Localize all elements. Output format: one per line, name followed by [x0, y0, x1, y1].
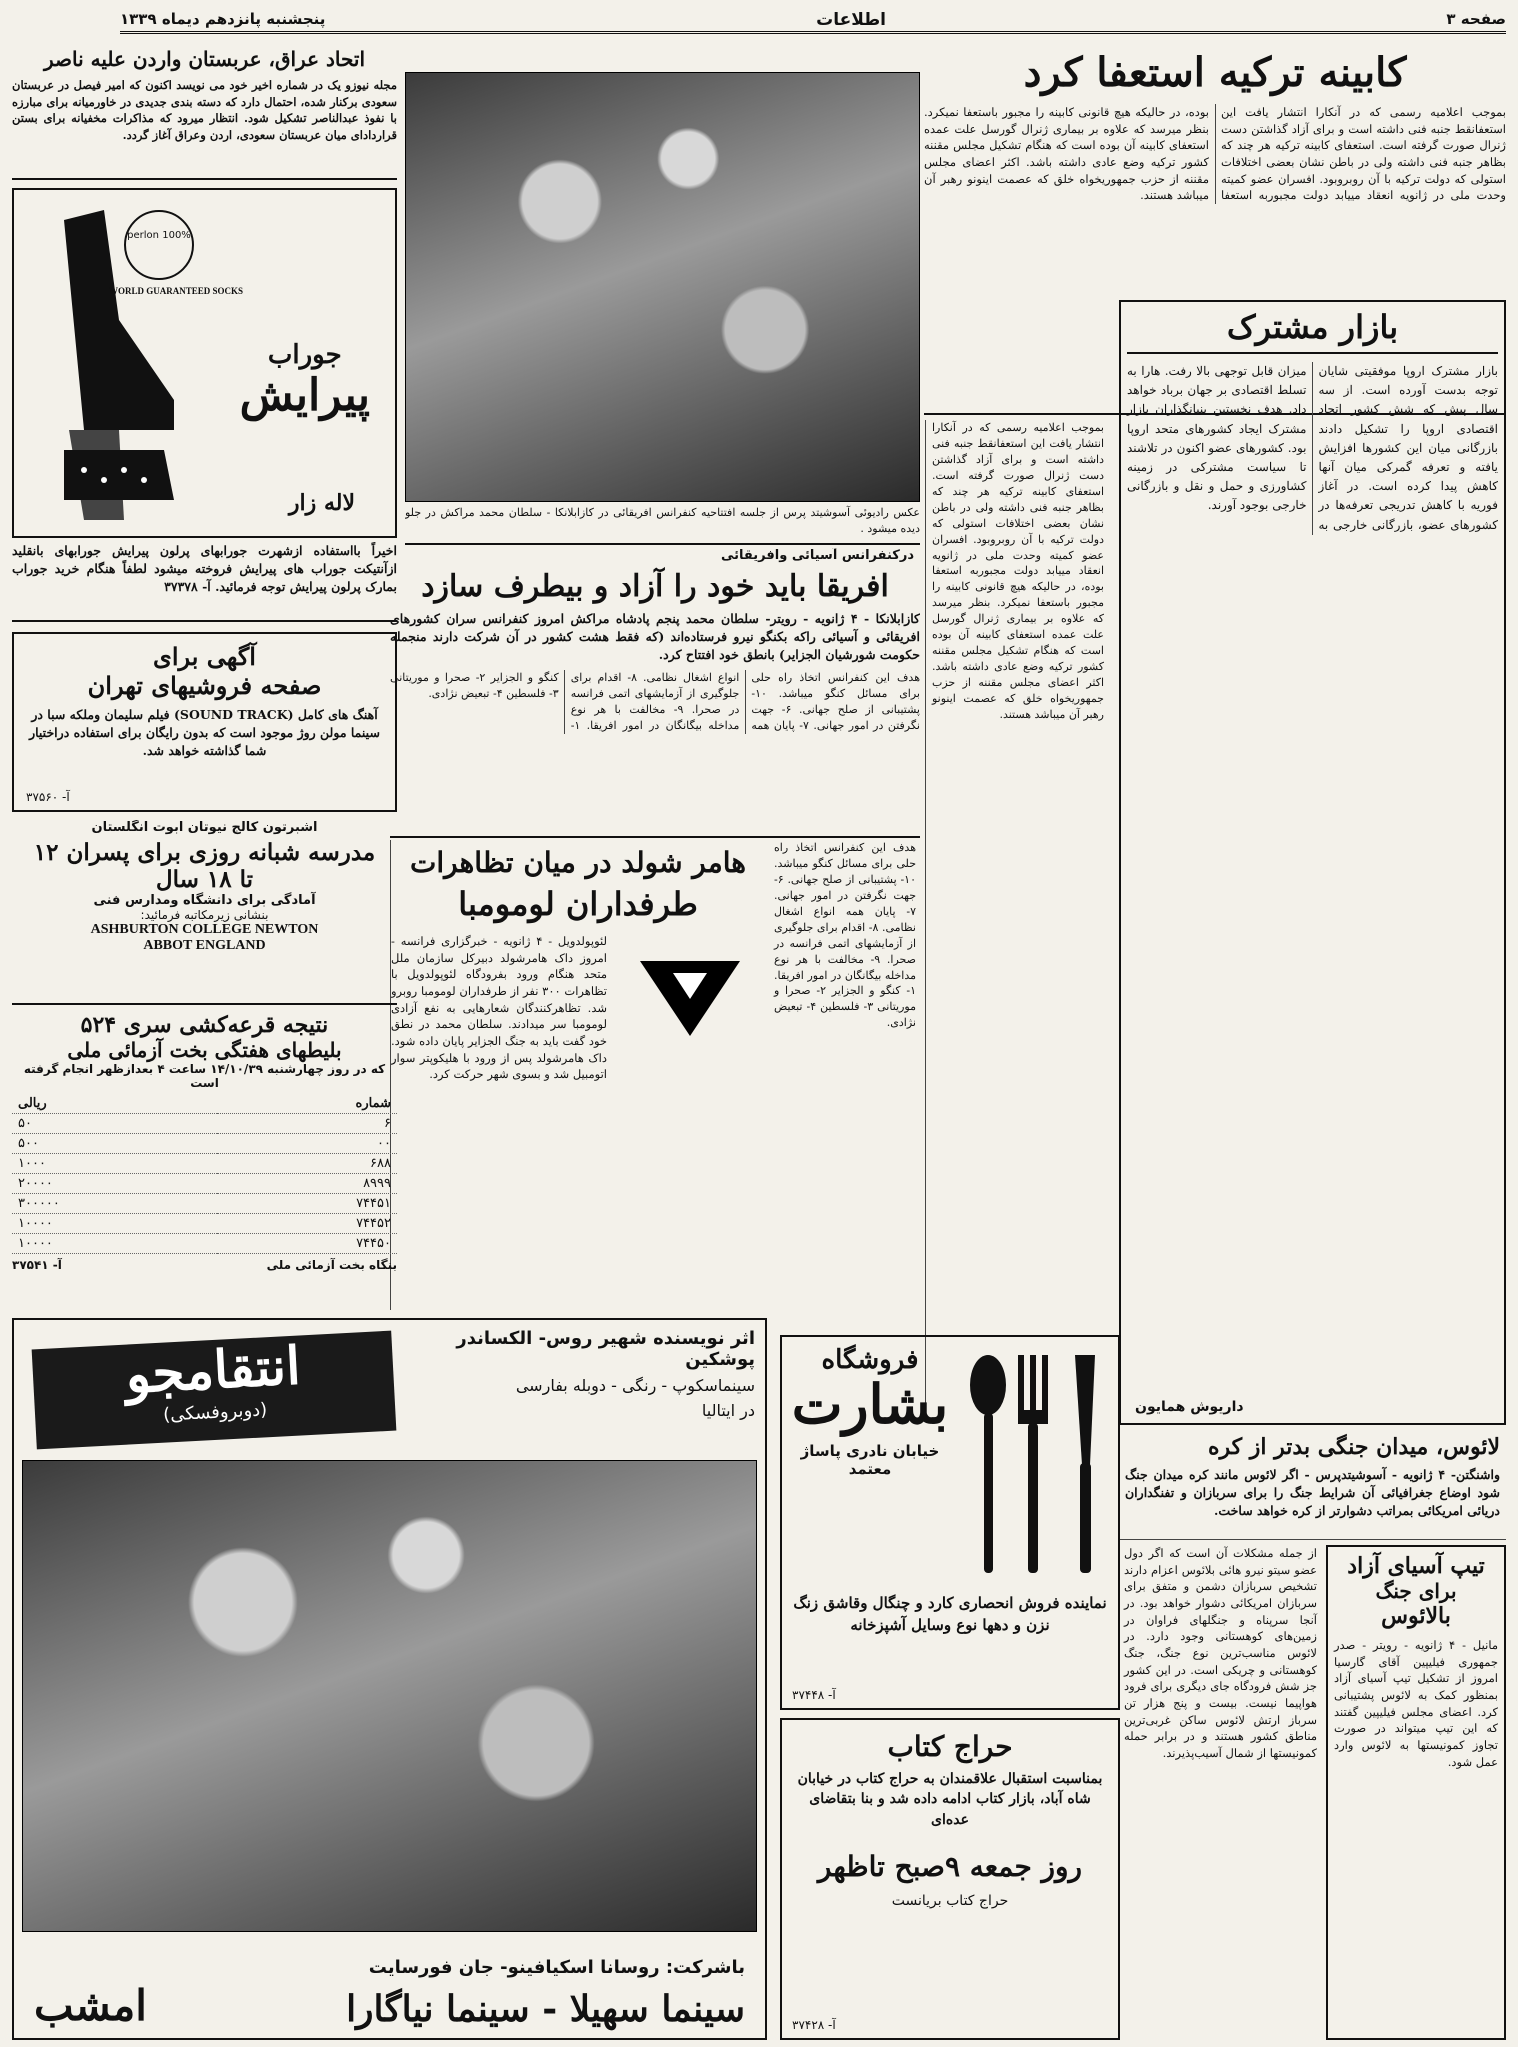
film-subtitle: (دوبروفسکی): [162, 1399, 268, 1427]
school-en-2: ABBOT ENGLAND: [143, 938, 266, 953]
shop-address: خیابان نادری پاساژ معتمد: [800, 1442, 940, 1479]
agahi-code: آ- ۳۷۵۶۰: [26, 790, 70, 804]
socks-notice: [12, 542, 397, 622]
socks-text: اخیراً بااستفاده ازشهرت جورابهای پرلون پیرایش جورابهای بانقلید ازآنتیکت جوراب های پیرایش فروخته میشود لطفاً هنگام خرید جوراب بمارک پرلون پیرایش توجه فرمائید. آ- ۳۷۳۷۸: [12, 543, 397, 595]
conference-photo: [405, 72, 920, 502]
lottery-number: ۶: [217, 1114, 397, 1134]
school-headline-1: مدرسه شبانه روزی برای پسران ۱۲: [33, 839, 376, 866]
cutlery-icon: [960, 1345, 1110, 1585]
shop-title-1: فروشگاه: [821, 1345, 919, 1375]
lottery-prize: ۱۰۰۰۰: [12, 1234, 217, 1254]
perlon-badge: 100% perlon: [124, 210, 194, 280]
cabinet-headline: کابینه ترکیه استعفا کرد: [1023, 49, 1407, 96]
lottery-col-prize: ریالی: [12, 1094, 217, 1114]
shop-slogan: نماینده فروش انحصاری کارد و چنگال وقاشق زنگ نزن و دهها نوع وسایل آشپزخانه: [793, 1594, 1107, 1634]
table-row: [12, 1234, 397, 1254]
tip-headline-3: بالائوس: [1381, 1603, 1451, 1629]
tip-headline-2: برای جنگ: [1375, 1579, 1457, 1603]
cabinet-body: بموجب اعلامیه رسمی که در آنکارا انتشار یافت این استعفانقط جنبه فنی داشته است و برای آزاد گذاشتن دست ژنرال صورت گرفته است. استعفای کابینه ترکیه هر چند که بظاهر جنبه فنی داشته ولی در باطن نشان بعضی اختلافات استولی که دولت ترکیه با آن روبروبود. افسران عضو کمیته وحدت ملی در ژانویه انعقاد مییابد دولت مجبوربه استعفا بوده، در حالیکه هیچ قانونی کابینه را مجبور باستعفا نمیکرد. بنظر میرسد که علاوه بر بیماری ژنرال گورسل علت عمده استعفای کابینه آن بوده است که هنگام تشکیل مجلس مقننه کشور ترکیه وضع عادی داشته باشد. اکثر اعضای مجلس مقننه از حزب جمهوریخواه خلق که عصمت اینونو رهبر آن میباشد هستند.: [924, 105, 1506, 203]
lottery-headline: نتیجه قرعه‌کشی سری ۵۲۴: [80, 1012, 329, 1038]
hammar-headline-1: هامر شولد در میان تظاهرات: [409, 846, 747, 879]
lottery-prize: ۱۰۰۰: [12, 1154, 217, 1174]
film-ad: [12, 1318, 767, 2040]
school-headline-2: تا ۱۸ سال: [155, 866, 254, 893]
book-date: روز جمعه ۹صبح تاظهر: [817, 1849, 1083, 1883]
tip-article: [1326, 1545, 1506, 2040]
socks-tag: WORLD GUARANTEED SOCKS: [109, 286, 244, 296]
book-code: آ- ۳۷۴۲۸: [792, 2018, 836, 2032]
socks-title-1: جوراب: [267, 340, 342, 370]
masthead: [120, 8, 1506, 34]
lottery-number: ۸۹۹۹: [217, 1174, 397, 1194]
tip-headline-1: تیپ آسیای آزاد: [1347, 1553, 1485, 1579]
lottery-prize: ۵۰۰: [12, 1134, 217, 1154]
lottery-code: آ- ۳۷۵۴۱: [12, 1258, 62, 1272]
agahi-title-2: صفحه فروشیهای تهران: [87, 671, 322, 700]
lottery-number: ۷۴۴۵۲: [217, 1214, 397, 1234]
africa-article: [390, 548, 920, 838]
africa-body: هدف این کنفرانس اتخاذ راه حلی برای مسائل کنگو میباشد. ۱۰- پشتیبانی از صلح جهانی. ۶- جهت نگرفتن در امور جهانی. ۷- پایان همه انواع اشغال نظامی. ۸- اقدام برای جلوگیری از آزمایشهای اتمی فرانسه در صحرا. ۹- مخالفت با هر نوع مداخله بیگانگان در امور افریقا. ۱- کنگو و الجزایر ۲- صحرا و موریتانی ۳- فلسطین ۴- تبعیض نژادی.: [390, 671, 920, 733]
lottery-prize: ۵۰: [12, 1114, 217, 1134]
tip-body: مانیل - ۴ ژانویه - رویتر - صدر جمهوری فیلیپین آقای گارسیا امروز از تشکیل تیپ آسیای آزاد بمنظور کمک به لائوس پشتیبانی کرد. اعضای مجلس فیلیپین گفتند که این تیپ میتواند در صورت تجاوز کمونیستها به لائوس وارد عمل شود.: [1334, 1638, 1498, 1769]
hammar-article: [390, 840, 765, 1310]
hammar-body: لئوپولدویل - ۴ ژانویه - خبرگزاری فرانسه - امروز داک هامرشولد دبیرکل سازمان ملل متحد هنگام ورود بفرودگاه لئوپولدویل با تظاهرات ۳۰۰ نفر از طرفداران لومومبا روبرو شد. تظاهرکنندگان شعارهایی به نفع آزادی لومومبا سر میدادند. سلطان محمد در نطق خود گفت باید به جنگ الجزایر پایان داده شود. داک هامرشولد پس از ورود با هلیکوپتر سوار اتومبیل شد و بسوی شهر حرکت کرد.: [391, 934, 607, 1082]
lottery-prize: ۱۰۰۰۰: [12, 1214, 217, 1234]
cabinet-continuation: [925, 420, 1110, 1420]
triangle-icon: [615, 933, 765, 1063]
photo-caption-box: [405, 505, 920, 545]
africa-lede: کازابلانکا - ۴ ژانویه - رویتر- سلطان محمد پنجم پادشاه مراکش امروز کنفرانس سران کشورهای افریقائی و آسیائی راکه بکنگو نیرو فرستاده‌اند (که فقط هشت کشور در آن شرکت دارند منجمله حکومت شورشیان الجزایر) بانطق خود افتتاح کرد.: [390, 611, 920, 663]
laos-lede: واشنگتن- ۴ ژانویه - آسوشیتدپرس - اگر لائوس مانند کره میدان جنگ شود اوضاع جغرافیائی آن شرایط جنگ را برای سربازان و تفنگداران دریائی امریکائی بمراتب دشوارتر از کره خواهد ساخت.: [1125, 1467, 1500, 1519]
film-still: [22, 1460, 757, 1932]
table-row: [12, 1194, 397, 1214]
date-line: پنجشنبه پانزدهم دیماه ۱۳۳۹: [120, 10, 326, 28]
lottery-number: ۷۴۴۵۱: [217, 1194, 397, 1214]
iraq-article: [12, 45, 397, 180]
laos-article: [1119, 1430, 1506, 1540]
lottery-table: [12, 1094, 397, 1254]
agahi-title-1: آگهی برای: [153, 642, 256, 671]
table-row: [12, 1134, 397, 1154]
agahi-body: آهنگ های کامل (SOUND TRACK) فیلم سلیمان وملکه سبا در سینما مولن روژ موجود است که بدون رایگان برای استفاده دراختیار شما گذاشته خواهد شد.: [29, 707, 380, 759]
table-row: [12, 1214, 397, 1234]
lottery-prize: ۳۰۰۰۰۰: [12, 1194, 217, 1214]
market-byline: داریوش همایون: [1135, 1399, 1244, 1415]
socks-brand: لاله زار: [288, 490, 355, 516]
school-top: اشبرتون کالج نیوتان ابوت انگلستان: [91, 820, 318, 835]
lottery-prize: ۲۰۰۰۰: [12, 1174, 217, 1194]
film-cinemas: سینما سهیلا - سینما نیاگارا: [346, 1988, 745, 2030]
iraq-headline: اتحاد عراق، عربستان واردن علیه ناصر: [44, 47, 365, 71]
school-sub: آمادگی برای دانشگاه ومدارس فنی: [93, 893, 316, 908]
book-sign: حراج کتاب بریانست: [891, 1892, 1009, 1909]
book-title: حراج کتاب: [887, 1730, 1013, 1763]
lottery-col-number: شماره: [217, 1094, 397, 1114]
lottery-header-row: [12, 1094, 397, 1114]
page-label: صفحه ۳: [1446, 10, 1506, 28]
socks-ad: [12, 188, 397, 538]
africa-continuation: [770, 840, 920, 1310]
lottery-date: که در روز چهارشنبه ۱۴/۱۰/۳۹ ساعت ۴ بعدازظهر انجام گرفته است: [23, 1062, 386, 1090]
socks-title-block: [240, 340, 370, 421]
film-author: اثر نویسنده شهیر روس- الکساندر پوشکین: [456, 1328, 755, 1370]
shop-code: آ- ۳۷۴۴۸: [792, 1688, 836, 1702]
agahi-ad: [12, 632, 397, 812]
shop-ad: [780, 1335, 1120, 1710]
school-contact: بنشانی زیرمکاتبه فرمائید:: [140, 908, 269, 922]
school-ad: [12, 820, 397, 1005]
film-tonight: امشب: [34, 1981, 147, 2030]
table-row: [12, 1154, 397, 1174]
africa-kicker: درکنفرانس آسیائی وافریقائی: [721, 548, 914, 563]
laos-headline: لائوس، میدان جنگی بدتر از کره: [1207, 1434, 1500, 1460]
market-body: بازار مشترک اروپا موفقیتی شایان توجه بدست آورده است. از سه سال پیش که شش کشور اتحاد اقتصادی اروپا را تشکیل دادند بازرگانی میان این کشورها افزایش یافته و تعرفه گمرکی میان آنها کاهش پیدا کرده است. در آغاز فوریه با کاهش تدریجی تعرفه‌ها در کشورهای عضو، بازرگانی خارجی به میزان قابل توجهی بالا رفت. هارا به تسلط اقتصادی بر جهان برباد خواهد داد. هدف نخستین بنیانگذاران بازار مشترک ایجاد کشورهای متحد اروپا بود. کشورهای عضو اکنون در تلاشند تا سیاست مشترکی در زمینه کشاورزی و حمل و نقل و بازرگانی خارجی بوجود آورند.: [1127, 364, 1498, 532]
lottery-number: ۷۴۴۵۰: [217, 1234, 397, 1254]
shop-title-2: بشارت: [791, 1372, 949, 1436]
africa-headline: افریقا باید خود را آزاد و بیطرف سازد: [421, 569, 889, 604]
film-made: در ایتالیا: [701, 1401, 755, 1420]
film-info: [425, 1328, 755, 1420]
book-body: بمناسبت استقبال علاقمندان به حراج کتاب در خیابان شاه آباد، بازار کتاب ادامه داده شد و بنا بتقاضای عده‌ای: [797, 1771, 1103, 1828]
lottery-sub: بلیطهای هفتگی بخت آزمائی ملی: [67, 1038, 342, 1062]
table-row: [12, 1114, 397, 1134]
film-cast: باشرکت: روسانا اسکیافینو- جان فورسایت: [368, 1957, 745, 1978]
table-row: [12, 1174, 397, 1194]
laos-body-box: [1118, 1545, 1323, 2040]
cabinet-continuation-body: بموجب اعلامیه رسمی که در آنکارا انتشار یافت این استعفانقط جنبه فنی داشته است و برای آزاد گذاشتن دست ژنرال صورت گرفته است. استعفای کابینه ترکیه هر چند که بظاهر جنبه فنی داشته ولی در باطن نشان بعضی اختلافات استولی که دولت ترکیه با آن روبروبود. افسران عضو کمیته وحدت ملی در ژانویه انعقاد مییابد دولت مجبوربه استعفا بوده، در حالیکه هیچ قانونی کابینه را مجبور باستعفا نمیکرد. بنظر میرسد که علاوه بر بیماری ژنرال گورسل علت عمده استعفای کابینه آن بوده است که هنگام تشکیل مجلس مقننه کشور ترکیه وضع عادی داشته باشد. اکثر اعضای مجلس مقننه از حزب جمهوریخواه خلق که عصمت اینونو رهبر آن میباشد هستند.: [932, 421, 1104, 721]
film-title-block: [32, 1331, 397, 1450]
lottery-number: ۶۸۸: [217, 1154, 397, 1174]
school-en-1: ASHBURTON COLLEGE NEWTON: [90, 922, 319, 937]
socks-title-2: پیرایش: [239, 370, 370, 421]
lottery-box: [12, 1012, 397, 1312]
book-ad: [780, 1718, 1120, 2040]
market-headline: بازار مشترک: [1127, 308, 1498, 354]
lottery-footer: بنگاه بخت آزمائی ملی: [266, 1258, 397, 1272]
africa-continuation-body: هدف این کنفرانس اتخاذ راه حلی برای مسائل کنگو میباشد. ۱۰- پشتیبانی از صلح جهانی. ۶- جهت نگرفتن در امور جهانی. ۷- پایان همه انواع اشغال نظامی. ۸- اقدام برای جلوگیری از آزمایشهای اتمی فرانسه در صحرا. ۹- مخالفت با هر نوع مداخله بیگانگان در امور افریقا. ۱- کنگو و الجزایر ۲- صحرا و موریتانی ۳- فلسطین ۴- تبعیض نژادی.: [774, 841, 916, 1030]
film-specs: سینماسکوپ - رنگی - دوبله بفارسی: [515, 1376, 755, 1395]
lottery-footer-row: [12, 1258, 397, 1272]
market-article: [1119, 300, 1506, 1425]
laos-body: از جمله مشکلات آن است که اگر دول عضو سیتو نیرو هائی بلائوس اعزام دارند تشخیص سربازان دشمن و متفق برای سربازان امریکائی دشوار خواهد بود. در آنجا سرپناه و جنگلهای فراوان در زمین‌های کوهستانی وجود دارد. در لائوس مناسب‌ترین نوع جنگ، جنگ کوهستانی و چریکی است. در این کشور جز شش فرودگاه جای دیگری برای فرود هواپیما نیست. بیست و پنج هزار تن سرباز ارتش لائوس ساکن غربی‌ترین مناطق کشور هستند و در برابر حمله کمونیستها از شمال آسیب‌پذیرند.: [1124, 1546, 1317, 1761]
hammar-headline-2: طرفداران لومومبا: [458, 885, 698, 923]
lottery-number: ۰۰: [217, 1134, 397, 1154]
paper-name: اطلاعات: [816, 10, 886, 30]
photo-caption: عکس رادیوئی آسوشیتد پرس از جلسه افتتاحیه کنفرانس افریقائی در کازابلانکا - سلطان محمد مراکش در جلو دیده میشود .: [405, 506, 920, 535]
film-title: انتقامجو: [123, 1335, 302, 1406]
iraq-body: مجله نیوزو یک در شماره اخیر خود می نویسد اکنون که امیر فیصل در عربستان سعودی برکنار شده، احتمال دارد که دسته بندی جدیدی در خاورمیانه برای مبارزه با نفوذ عبدالناصر تشکیل شود. انتظار میرود که مذاکرات مخفیانه برای بستن قراردادای میان عربستان سعودی، اردن وعراق آغاز گردد.: [12, 78, 397, 143]
